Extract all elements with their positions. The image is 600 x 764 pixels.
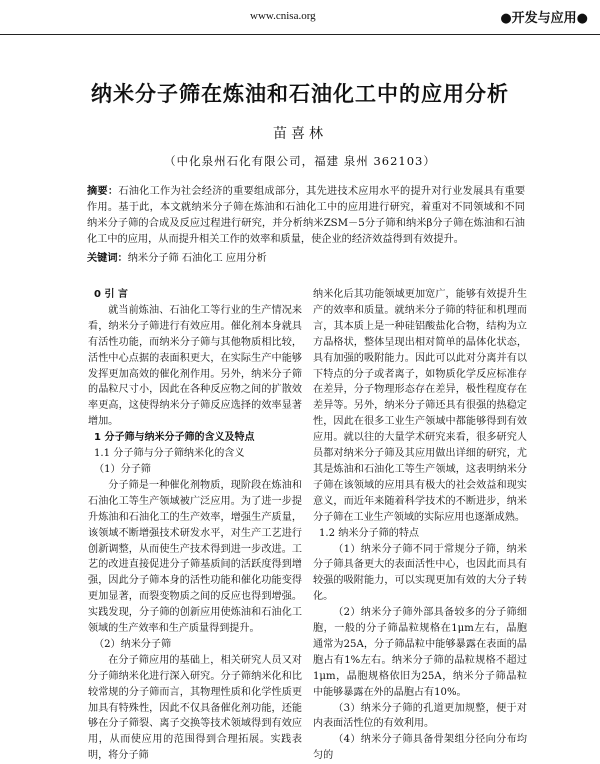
paragraph: （2）纳米分子筛外部具备较多的分子筛细胞，一般的分子筛晶粒规格在1μm左右，晶胞通常为25A，分子筛晶粒中能够暴露在表面的晶胞占有1%左右。纳米分子筛的晶粒规格不超过1μm，晶胞规格依旧为25A，纳米分子筛晶粒中能够暴露在外的晶胞占有10%。 [313, 607, 527, 698]
paragraph: （4）纳米分子筛具备骨架组分径向分布均匀的 [313, 734, 527, 762]
heading-section-1-1: 1.1 分子筛与分子筛纳米化的含义 [94, 448, 245, 460]
article-title: 纳米分子筛在炼油和石油化工中的应用分析 [91, 82, 509, 106]
keywords [87, 250, 525, 267]
paragraph: （3）纳米分子筛的孔道更加规整，便于对内表面活性位的有效利用。 [313, 702, 527, 730]
left-column [88, 287, 302, 764]
paragraph: 在分子筛应用的基础上，相关研究人员又对分子筛纳米化进行深入研究。分子筛纳米化和比较常规的分子筛而言，其物理性质和化学性质更加具有特殊性，因此不仅具备催化剂功能，还能够在分子筛裂、离子交换等技术领域得到有效应用，从而使应用的范围得到合理拓展。实践表明，将分子筛 [88, 654, 302, 762]
paragraph: 分子筛是一种催化剂物质，现阶段在炼油和石油化工等生产领域被广泛应用。为了进一步提升炼油和石油化工的生产效率，增强生产质量，该领域不断增强技术研发水平，对生产工艺进行创新调整，从而使生产技术得到进一步改进。工艺的改进直接促进分子筛基质间的活跃度得到增强，因此分子筛本身的活性功能和催化功能变得更加显著，而裂变物质之间的反应也得到增强。实践发现，分子筛的创新应用使炼油和石油化工领域的生产效率和生产质量得到提升。 [88, 479, 302, 635]
journal-url: www.cnisa.org [250, 10, 316, 22]
heading-section-1: 1 分子筛与纳米分子筛的含义及特点 [94, 432, 255, 444]
paragraph: 纳米化后其功能领域更加宽广，能够有效提升生产的效率和质量。就纳米分子筛的特征和机理而言，其本质上是一种硅铝酸盐化合物，结构为立方晶格状，整体呈现出相对简单的晶体化状态，具有加强的吸附能力。因此可以此对分离并有以下特点的分子或者离子，如物质化学反应标准存在差异，分子物理形态存在差异，极性程度存在差异等。另外，纳米分子筛还具有很强的热稳定性，因此在很多工业生产领域中都能够得到有效应用。就以往的大量学术研究来看，很多研究人员都对纳米分子筛及其应用做出详细的研究，尤其是炼油和石油化工等生产领域，这表明纳米分子筛在该领域的应用具有极大的社会效益和现实意义，而近年来随着科学技术的不断进步，纳米分子筛在工业生产领域的实际应用也逐渐成熟。 [313, 289, 527, 523]
heading-section-1-2: 1.2 纳米分子筛的特点 [319, 527, 420, 539]
page-header [0, 0, 600, 35]
abstract-label: 摘要： [87, 185, 119, 197]
heading-introduction: 0 引 言 [94, 289, 128, 300]
abstract-text: 石油化工作为社会经济的重要组成部分，其先进技术应用水平的提升对行业发展具有重要作用。基于此，本文就纳米分子筛在炼油和石油化工中的应用进行研究，着重对不同领域和不同纳米分子筛的合成及反应过程进行研究，并分析纳米ZSM－5分子筛和纳米β分子筛在炼油和石油化工中的应用，从而提升相关工作的效率和质量，使企业的经济效益得到有效提升。 [87, 186, 526, 245]
keywords-label: 关键词： [87, 252, 128, 264]
paragraph: （1）纳米分子筛不同于常规分子筛，纳米分子筛具备更大的表面活性中心，也因此而具有较强的吸附能力，可以实现更加有效的大分子转化。 [313, 543, 527, 603]
keywords-text: 纳米分子筛 石油化工 应用分析 [127, 253, 267, 264]
heading-molecular-sieve: （1）分子筛 [94, 463, 151, 475]
abstract [87, 183, 525, 248]
author-affiliation: （中化泉州石化有限公司，福建 泉州 362103） [164, 154, 436, 168]
paragraph: 就当前炼油、石油化工等行业的生产情况来看，纳米分子筛进行有效应用。催化剂本身就具有活性功能，而纳米分子筛与其他物质相比较，活性中心点据的表面积更大，在实际生产中能够发挥更加高效的催化剂作用。另外，纳米分子筛的晶粒尺寸小，因此在各种反应物之间的扩散效率更高，这使得纳米分子筛反应选择的效率显著增加。 [88, 304, 302, 428]
section-label: ●开发与应用● [500, 11, 588, 26]
author-name: 苗喜林 [273, 126, 327, 142]
right-column [313, 287, 527, 764]
heading-nano-molecular-sieve: （2）纳米分子筛 [94, 638, 172, 650]
